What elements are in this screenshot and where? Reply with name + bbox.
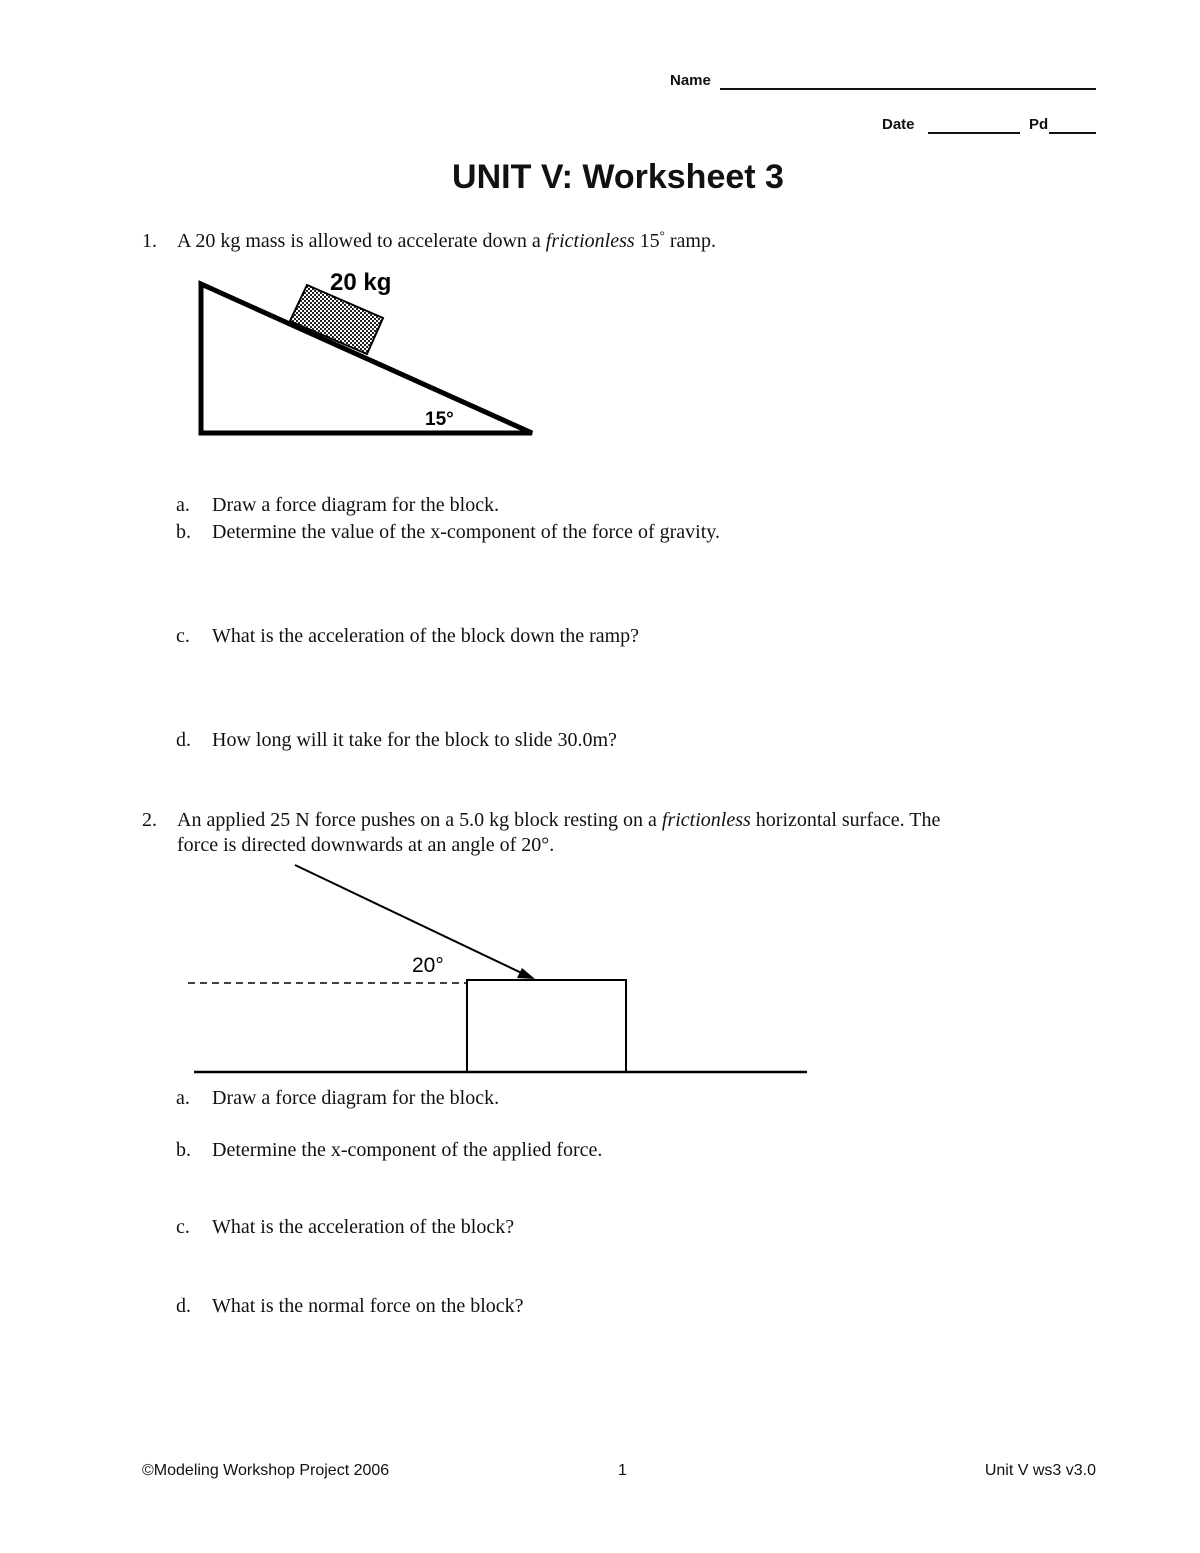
q2d-letter: d. [176, 1295, 191, 1317]
q1a-letter: a. [176, 494, 190, 516]
q2-text-line2: force is directed downwards at an angle of 20°. [177, 834, 555, 856]
q1b-letter: b. [176, 521, 191, 543]
q1-text: A 20 kg mass is allowed to accelerate down a frictionless 15° ramp. [177, 227, 716, 252]
q1b-text: Determine the value of the x-component of the force of gravity. [212, 521, 720, 543]
q2-number: 2. [142, 809, 157, 831]
block-rect [467, 980, 626, 1072]
q1d-letter: d. [176, 729, 191, 751]
footer-page-number: 1 [618, 1462, 627, 1479]
footer-copyright: ©Modeling Workshop Project 2006 [142, 1462, 390, 1479]
ramp-figure [190, 262, 550, 452]
force-figure [180, 860, 820, 1080]
date-field[interactable] [928, 132, 1020, 134]
q2c-text: What is the acceleration of the block? [212, 1216, 515, 1238]
name-label: Name [670, 72, 711, 89]
angle-label-20: 20° [412, 954, 444, 977]
period-field[interactable] [1049, 132, 1096, 134]
page-title: UNIT V: Worksheet 3 [452, 158, 784, 196]
q2b-letter: b. [176, 1139, 191, 1161]
q1c-text: What is the acceleration of the block down the ramp? [212, 625, 640, 647]
date-label: Date [882, 116, 915, 133]
q2a-text: Draw a force diagram for the block. [212, 1087, 500, 1109]
q1d-text: How long will it take for the block to slide 30.0m? [212, 729, 617, 751]
period-label: Pd [1029, 116, 1049, 133]
footer-doc-id: Unit V ws3 v3.0 [984, 1462, 1096, 1479]
arrowhead-icon [517, 968, 535, 979]
q1c-letter: c. [176, 625, 190, 647]
mass-label: 20 kg [330, 269, 392, 296]
q2c-letter: c. [176, 1216, 190, 1238]
q2a-letter: a. [176, 1087, 190, 1109]
q1-number: 1. [142, 230, 157, 252]
name-field[interactable] [720, 88, 1096, 90]
q1a-text: Draw a force diagram for the block. [212, 494, 500, 516]
angle-label-15: 15° [425, 409, 454, 430]
ramp-triangle [201, 284, 532, 433]
q2d-text: What is the normal force on the block? [212, 1295, 524, 1317]
q2-text: An applied 25 N force pushes on a 5.0 kg block resting on a frictionless horizontal surface. The [177, 809, 941, 831]
q2b-text: Determine the x-component of the applied force. [212, 1139, 603, 1161]
